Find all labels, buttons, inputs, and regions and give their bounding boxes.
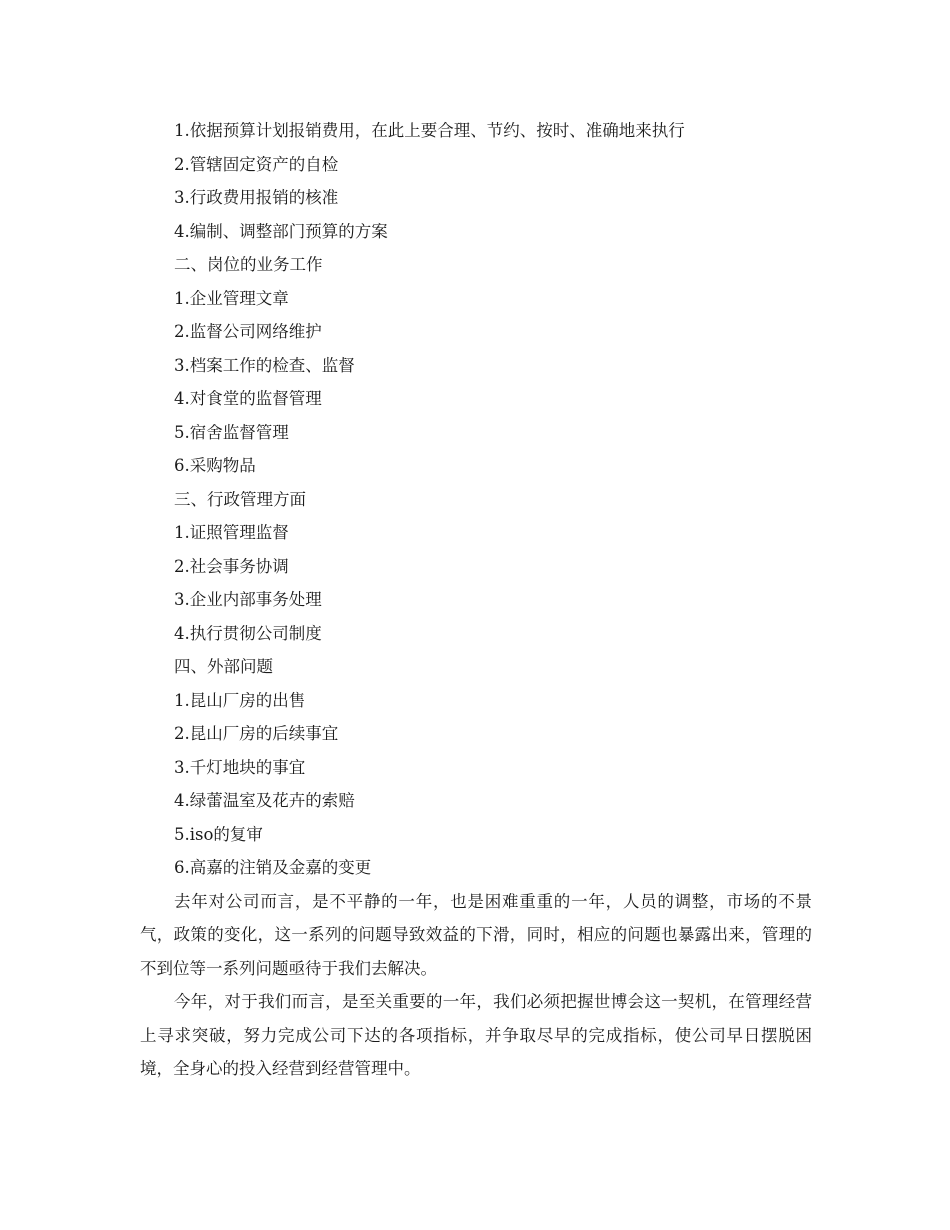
body-paragraph: 今年，对于我们而言，是至关重要的一年，我们必须把握世博会这一契机，在管理经营上寻求突破，努力完成公司下达的各项指标，并争取尽早的完成指标，使公司早日摆脱困境，全身心的投入经营到经营管理中。: [140, 992, 812, 1078]
list-item: 3.千灯地块的事宜: [174, 757, 306, 777]
list-item: 2.昆山厂房的后续事宜: [174, 724, 339, 743]
list-item: 3.档案工作的检查、监督: [174, 355, 355, 375]
list-item: 6.高嘉的注销及金嘉的变更: [174, 858, 372, 877]
list-item: 5.宿舍监督管理: [174, 422, 289, 442]
list-item: 4.绿蕾温室及花卉的索赔: [174, 791, 355, 810]
list-item: 4.执行贯彻公司制度: [174, 623, 322, 643]
list-item: 2.管辖固定资产的自检: [174, 154, 339, 174]
list-item: 1.昆山厂房的出售: [174, 690, 306, 710]
list-item: 2.社会事务协调: [174, 556, 289, 576]
section-heading: 四、外部问题: [174, 657, 273, 676]
list-item: 4.对食堂的监督管理: [174, 389, 322, 408]
list-item: 3.行政费用报销的核准: [174, 188, 339, 207]
section-heading: 二、岗位的业务工作: [174, 255, 323, 274]
list-item: 1.证照管理监督: [174, 523, 289, 542]
document-body: [140, 114, 812, 1086]
section-heading: 三、行政管理方面: [174, 489, 306, 509]
list-item: 4.编制、调整部门预算的方案: [174, 221, 388, 241]
list-item: 2.监督公司网络维护: [174, 322, 322, 341]
list-item: 1.依据预算计划报销费用，在此上要合理、节约、按时、准确地来执行: [174, 121, 685, 140]
list-item: 1.企业管理文章: [174, 288, 289, 308]
list-item: 6.采购物品: [174, 456, 256, 475]
body-paragraph: 去年对公司而言，是不平静的一年，也是困难重重的一年，人员的调整，市场的不景气，政策的变化，这一系列的问题导致效益的下滑，同时，相应的问题也暴露出来，管理的不到位等一系列问题亟待于我们去解决。: [140, 891, 812, 978]
list-item: 5.iso的复审: [174, 824, 263, 844]
list-item: 3.企业内部事务处理: [174, 590, 322, 609]
